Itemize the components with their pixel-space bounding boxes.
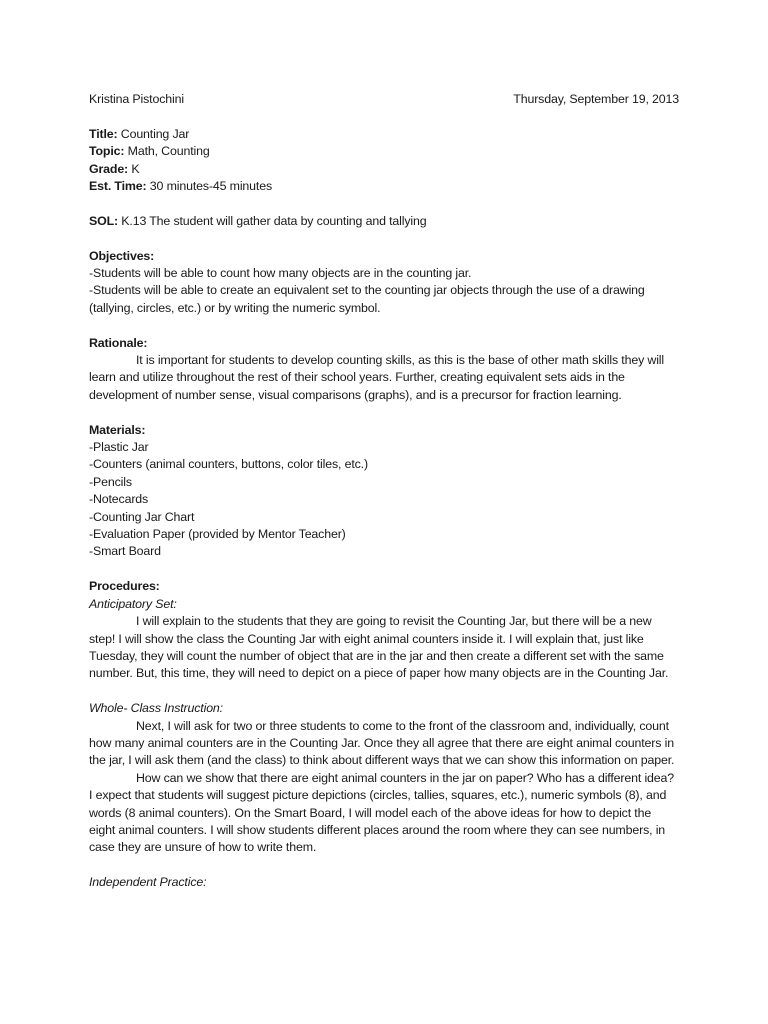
time-line	[89, 178, 679, 195]
whole-class-paragraph-2: How can we show that there are eight animal counters in the jar on paper? Who has a different idea? I expect that students will suggest picture depictions (circles, tallies, squares, etc.), numeric symbols (8), and words (8 animal counters). On the Smart Board, I will model each of the above ideas for how to depict the eight animal counters. I will show students different places around the room where they can see numbers, in case they are unsure of how to write them.	[89, 770, 675, 855]
anticipatory-set-text: I will explain to the students that they are going to revisit the Counting Jar, but there will be a new step! I will show the class the Counting Jar with eight animal counters inside it. I will explain that, just like Tuesday, they will count the number of object that are in the jar and then create a different set with the same number. But, this time, they will need to depict on a piece of paper how many objects are in the Counting Jar.	[89, 614, 669, 681]
rationale-text: It is important for students to develop counting skills, as this is the base of other math skills they will learn and utilize throughout the rest of their school years. Further, creating equivalent sets aids in the development of number sense, visual comparisons (graphs), and is a precursor for fraction learning.	[89, 353, 665, 402]
materials-item: -Evaluation Paper (provided by Mentor Teacher)	[89, 527, 346, 542]
document-date: Thursday, September 19, 2013	[513, 92, 679, 106]
materials-item: -Pencils	[89, 474, 132, 489]
time-label: Est. Time:	[89, 179, 147, 194]
topic-value: Math, Counting	[124, 144, 210, 159]
sol-line	[89, 213, 679, 230]
grade-line	[89, 161, 679, 178]
whole-class-label: Whole- Class Instruction:	[89, 701, 223, 716]
title-value: Counting Jar	[117, 126, 190, 141]
objective-item: -Students will be able to create an equivalent set to the counting jar objects through the use of a drawing (tallying, circles, etc.) or by writing the numeric symbol.	[89, 283, 645, 315]
time-value: 30 minutes-45 minutes	[146, 179, 272, 194]
grade-value: K	[128, 161, 140, 176]
author-name: Kristina Pistochini	[89, 92, 184, 106]
objectives-heading: Objectives:	[89, 248, 155, 263]
document-page	[89, 91, 679, 892]
materials-heading: Materials:	[89, 422, 146, 437]
title-label: Title:	[89, 126, 118, 141]
sol-text: K.13 The student will gather data by counting and tallying	[118, 213, 427, 228]
sol-label: SOL:	[89, 213, 118, 228]
materials-item: -Notecards	[89, 492, 149, 507]
materials-item: -Counters (animal counters, buttons, color tiles, etc.)	[89, 457, 368, 472]
materials-item: -Counting Jar Chart	[89, 509, 195, 524]
grade-label: Grade:	[89, 161, 129, 176]
document-header	[89, 91, 679, 108]
materials-item: -Plastic Jar	[89, 440, 149, 455]
rationale-heading: Rationale:	[89, 335, 148, 350]
whole-class-paragraph-1: Next, I will ask for two or three students to come to the front of the classroom and, individually, count how many animal counters are in the Counting Jar. Once they all agree that there are eight animal counters in the jar, I will ask them (and the class) to think about different ways that we can show this information on paper.	[89, 718, 675, 768]
independent-practice-label: Independent Practice:	[89, 875, 207, 890]
procedures-heading: Procedures:	[89, 579, 160, 594]
topic-label: Topic:	[89, 144, 125, 159]
objective-item: -Students will be able to count how many objects are in the counting jar.	[89, 266, 472, 281]
topic-line	[89, 143, 679, 160]
materials-item: -Smart Board	[89, 544, 161, 559]
title-line	[89, 126, 679, 143]
anticipatory-set-label: Anticipatory Set:	[89, 596, 177, 611]
